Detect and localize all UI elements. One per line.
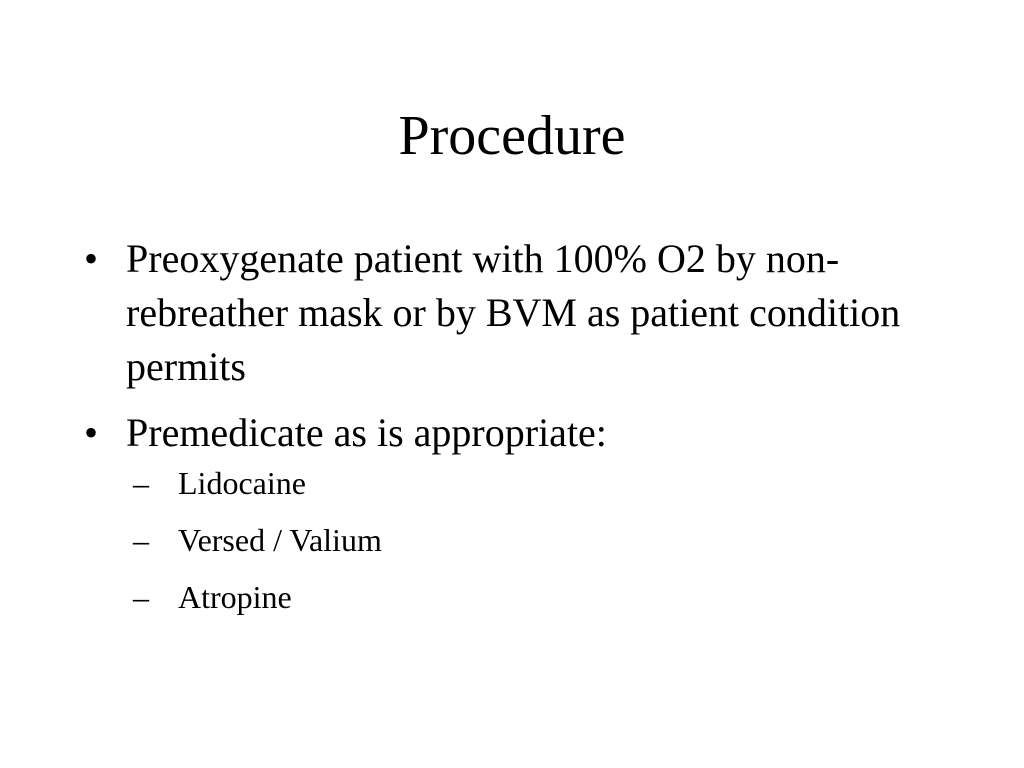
sub-item-versed-valium <box>133 519 944 561</box>
bullet-item-preoxygenate <box>84 232 944 394</box>
bullet-text: Preoxygenate patient with 100% O2 by non-rebreather mask or by BVM as patient condition permits <box>126 236 901 389</box>
sub-bullet-marker: – <box>133 522 149 558</box>
sub-item-text: Atropine <box>178 579 292 615</box>
sub-item-text: Lidocaine <box>178 465 306 501</box>
sub-item-atropine <box>133 576 944 618</box>
sub-item-lidocaine <box>133 462 944 504</box>
bullet-list <box>84 232 944 633</box>
slide-title: Procedure <box>398 105 626 167</box>
bullet-marker: • <box>84 236 99 281</box>
bullet-text: Premedicate as is appropriate: <box>126 410 607 455</box>
sub-bullet-marker: – <box>133 465 149 501</box>
bullet-item-premedicate <box>84 406 944 618</box>
sub-bullet-list <box>126 462 944 618</box>
bullet-marker: • <box>84 410 99 455</box>
sub-bullet-marker: – <box>133 579 149 615</box>
sub-item-text: Versed / Valium <box>178 522 382 558</box>
